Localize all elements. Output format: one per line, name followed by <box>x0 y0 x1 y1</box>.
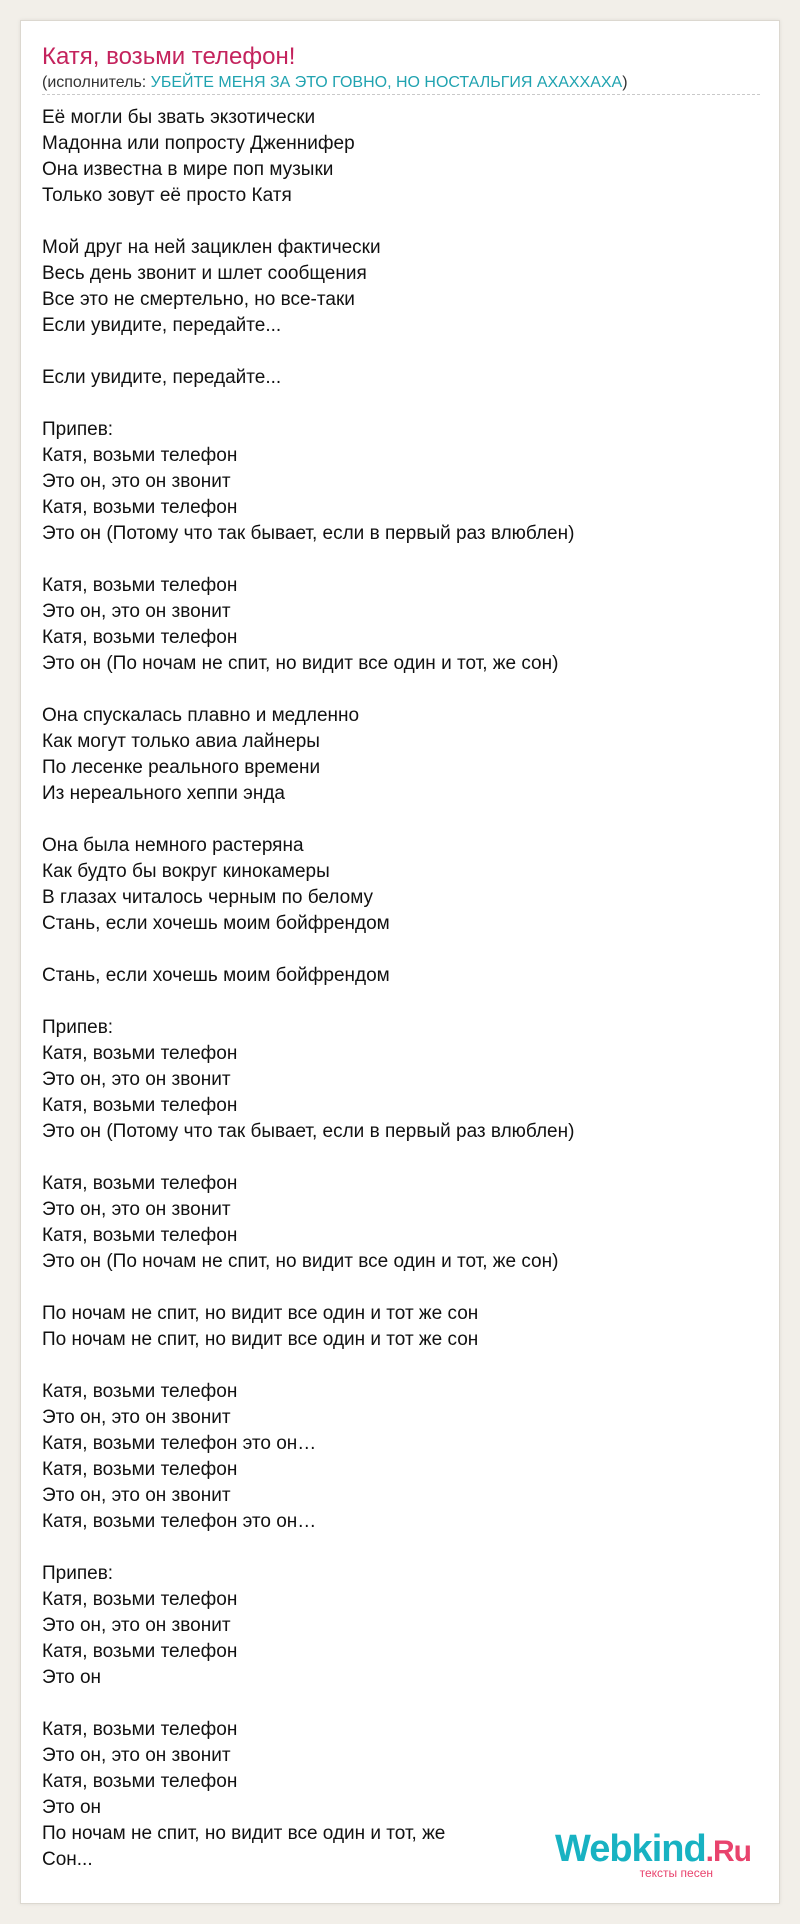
site-logo[interactable] <box>555 1830 751 1879</box>
lyrics-line: Катя, возьми телефон <box>42 1589 238 1610</box>
lyrics-line: Только зовут её просто Катя <box>42 185 292 206</box>
lyrics-line: Припев: <box>42 1563 114 1584</box>
lyrics-line: Катя, возьми телефон это он… <box>42 1433 317 1454</box>
lyrics-line: Её могли бы звать экзотически <box>42 107 316 128</box>
lyrics-line: Катя, возьми телефон <box>42 1225 238 1246</box>
lyrics-line: По ночам не спит, но видит все один и тот же сон <box>42 1329 479 1350</box>
lyrics-blank-line <box>42 1275 762 1301</box>
logo-tld: .Ru <box>705 1835 751 1868</box>
lyrics-line: Это он <box>42 1667 102 1688</box>
lyrics-line: Катя, возьми телефон <box>42 1173 238 1194</box>
lyrics-line: Катя, возьми телефон <box>42 1771 238 1792</box>
lyrics-line: Катя, возьми телефон <box>42 1459 238 1480</box>
lyrics-line: Припев: <box>42 1017 114 1038</box>
lyrics-line: Если увидите, передайте... <box>42 367 282 388</box>
lyrics-line: Мадонна или попросту Дженнифер <box>42 133 355 154</box>
lyrics-blank-line <box>42 807 762 833</box>
artist-prefix: (исполнитель: <box>42 74 151 91</box>
lyrics-blank-line <box>42 1535 762 1561</box>
lyrics-line: Это он, это он звонит <box>42 1615 231 1636</box>
lyrics-line: Весь день звонит и шлет сообщения <box>42 263 367 284</box>
lyrics-line: Катя, возьми телефон <box>42 1641 238 1662</box>
lyrics-blank-line <box>42 989 762 1015</box>
lyrics-line: Припев: <box>42 419 114 440</box>
lyrics-line: Это он (По ночам не спит, но видит все один и тот, же сон) <box>42 653 559 674</box>
lyrics-line: Все это не смертельно, но все-таки <box>42 289 355 310</box>
lyrics-line: Мой друг на ней зациклен фактически <box>42 237 381 258</box>
lyrics-line: По ночам не спит, но видит все один и тот же сон <box>42 1303 479 1324</box>
lyrics-line: Это он (Потому что так бывает, если в первый раз влюблен) <box>42 1121 575 1142</box>
lyrics-blank-line <box>42 1353 762 1379</box>
lyrics-blank-line <box>42 547 762 573</box>
lyrics-line: Как будто бы вокруг кинокамеры <box>42 861 330 882</box>
lyrics-blank-line <box>42 1691 762 1717</box>
lyrics-line: Стань, если хочешь моим бойфрендом <box>42 913 390 934</box>
artist-suffix: ) <box>622 74 628 91</box>
lyrics-line: Это он, это он звонит <box>42 601 231 622</box>
logo-brand: Webkind <box>555 1828 706 1870</box>
lyrics-line: Она известна в мире поп музыки <box>42 159 334 180</box>
lyrics-line: Это он, это он звонит <box>42 1407 231 1428</box>
lyrics-line: Катя, возьми телефон <box>42 1381 238 1402</box>
lyrics-card <box>20 20 780 1904</box>
lyrics-line: Катя, возьми телефон это он… <box>42 1511 317 1532</box>
lyrics-line: По ночам не спит, но видит все один и тот, же <box>42 1823 446 1844</box>
lyrics-line: В глазах читалось черным по белому <box>42 887 373 908</box>
song-title: Катя, возьми телефон! <box>42 43 296 70</box>
lyrics-line: Из нереального хеппи энда <box>42 783 285 804</box>
artist-line <box>42 73 628 93</box>
lyrics-blank-line <box>42 339 762 365</box>
lyrics-blank-line <box>42 1145 762 1171</box>
lyrics-line: По лесенке реального времени <box>42 757 321 778</box>
lyrics-line: Это он, это он звонит <box>42 1745 231 1766</box>
lyrics-line: Она спускалась плавно и медленно <box>42 705 360 726</box>
lyrics-line: Если увидите, передайте... <box>42 315 282 336</box>
lyrics-line: Она была немного растеряна <box>42 835 304 856</box>
lyrics-line: Катя, возьми телефон <box>42 1095 238 1116</box>
lyrics-line: Это он, это он звонит <box>42 1199 231 1220</box>
title-divider <box>42 94 760 95</box>
lyrics-line: Это он, это он звонит <box>42 471 231 492</box>
lyrics-line: Как могут только авиа лайнеры <box>42 731 320 752</box>
lyrics-line: Катя, возьми телефон <box>42 1719 238 1740</box>
lyrics-line: Катя, возьми телефон <box>42 575 238 596</box>
lyrics-text <box>42 105 762 1873</box>
lyrics-line: Это он, это он звонит <box>42 1069 231 1090</box>
lyrics-line: Это он (По ночам не спит, но видит все один и тот, же сон) <box>42 1251 559 1272</box>
lyrics-line: Сон... <box>42 1849 93 1870</box>
lyrics-blank-line <box>42 209 762 235</box>
lyrics-blank-line <box>42 677 762 703</box>
lyrics-line: Это он <box>42 1797 102 1818</box>
lyrics-line: Катя, возьми телефон <box>42 497 238 518</box>
lyrics-line: Это он, это он звонит <box>42 1485 231 1506</box>
logo-tagline: тексты песен <box>639 1866 713 1880</box>
lyrics-line: Катя, возьми телефон <box>42 445 238 466</box>
lyrics-line: Катя, возьми телефон <box>42 1043 238 1064</box>
artist-link[interactable]: УБЕЙТЕ МЕНЯ ЗА ЭТО ГОВНО, НО НОСТАЛЬГИЯ АХАХХАХА <box>150 74 623 91</box>
lyrics-line: Стань, если хочешь моим бойфрендом <box>42 965 390 986</box>
lyrics-blank-line <box>42 391 762 417</box>
lyrics-line: Катя, возьми телефон <box>42 627 238 648</box>
lyrics-blank-line <box>42 937 762 963</box>
lyrics-line: Это он (Потому что так бывает, если в первый раз влюблен) <box>42 523 575 544</box>
